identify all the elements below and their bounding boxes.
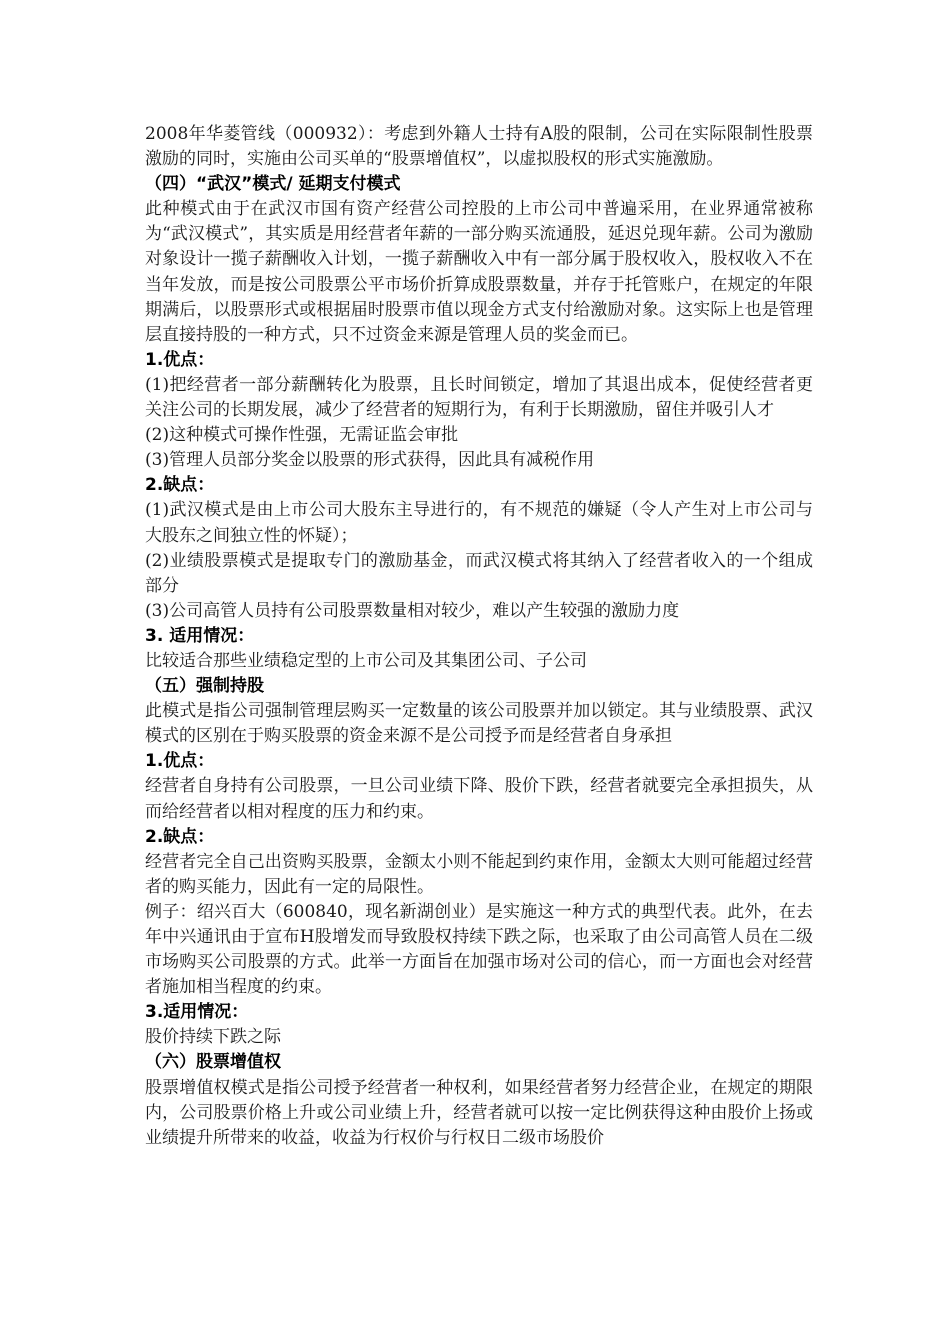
advantage-item-1: (1)把经营者一部分薪酬转化为股票，且长时间锁定，增加了其退出成本，促使经营者更关注公司的长期发展，减少了经营者的短期行为，有利于长期激励，留住并吸引人才 [145,374,813,421]
disadvantage-item-2: (2)业绩股票模式是提取专门的激励基金，而武汉模式将其纳入了经营者收入的一个组成部分 [145,550,813,596]
applicability-heading: 3. 适用情况： [145,625,255,646]
advantage-item-3: (3)管理人员部分奖金以股票的形式获得，因此具有减税作用 [145,450,595,471]
intro-paragraph: 2008年华菱管线（000932）：考虑到外籍人士持有A股的限制，公司在实际限制性股票激励的同时，实施由公司买单的“股票增值权”，以虚拟股权的形式实施激励。 [145,124,813,170]
section-6-description: 股票增值权模式是指公司授予经营者一种权利，如果经营者努力经营企业，在规定的期限内，公司股票价格上升或公司业绩上升，经营者就可以按一定比例获得这种由股价上扬或业绩提升所带来的收益，收益为行权价与行权日二级市场股价 [145,1077,813,1148]
disadvantages-heading: 2.缺点： [145,475,215,496]
applicability-text: 比较适合那些业绩稳定型的上市公司及其集团公司、子公司 [145,650,587,671]
advantage-text-5: 经营者自身持有公司股票，一旦公司业绩下降、股价下跌，经营者就要完全承担损失，从而给经营者以相对程度的压力和约束。 [145,776,813,822]
section-heading-5: （五）强制持股 [145,676,264,697]
applicability-heading-5: 3.适用情况： [145,1002,249,1023]
disadvantage-item-1: (1)武汉模式是由上市公司大股东主导进行的，有不规范的嫌疑（令人产生对上市公司与大股东之间独立性的怀疑）； [145,500,813,546]
disadvantages-heading-5: 2.缺点： [145,826,215,847]
section-heading-4: （四）“武汉”模式/ 延期支付模式 [145,174,401,195]
section-4-description: 此种模式由于在武汉市国有资产经营公司控股的上市公司中普遍采用，在业界通常被称为“武汉模式”，其实质是用经营者年薪的一部分购买流通股，延迟兑现年薪。公司为激励对象设计一揽子薪酬收入计划，一揽子薪酬收入中有一部分属于股权收入，股权收入不在当年发放，而是按公司股票公平市场价折算成股票数量，并存于托管账户，在规定的年限期满后，以股票形式或根据届时股票市值以现金方式支付给激励对象。这实际上也是管理层直接持股的一种方式，只不过资金来源是管理人员的奖金而已。 [145,199,813,345]
advantage-item-2: (2)这种模式可操作性强，无需证监会审批 [145,425,459,446]
advantages-heading: 1.优点： [145,349,215,370]
document-body [145,122,813,1151]
example-paragraph: 例子：绍兴百大（600840，现名新湖创业）是实施这一种方式的典型代表。此外，在去年中兴通讯由于宣布H股增发而导致股权持续下跌之际，也采取了由公司高管人员在二级市场购买公司股票的方式。此举一方面旨在加强市场对公司的信心，而一方面也会对经营者施加相当程度的约束。 [145,901,813,998]
section-5-description: 此模式是指公司强制管理层购买一定数量的该公司股票并加以锁定。其与业绩股票、武汉模式的区别在于购买股票的资金来源不是公司授予而是经营者自身承担 [145,701,813,747]
disadvantage-text-5: 经营者完全自己出资购买股票，金额太小则不能起到约束作用，金额太大则可能超过经营者的购买能力，因此有一定的局限性。 [145,851,813,897]
advantages-heading-5: 1.优点： [145,751,215,772]
section-heading-6: （六）股票增值权 [145,1052,281,1073]
applicability-text-5: 股价持续下跌之际 [145,1027,281,1048]
disadvantage-item-3: (3)公司高管人员持有公司股票数量相对较少，难以产生较强的激励力度 [145,600,680,621]
